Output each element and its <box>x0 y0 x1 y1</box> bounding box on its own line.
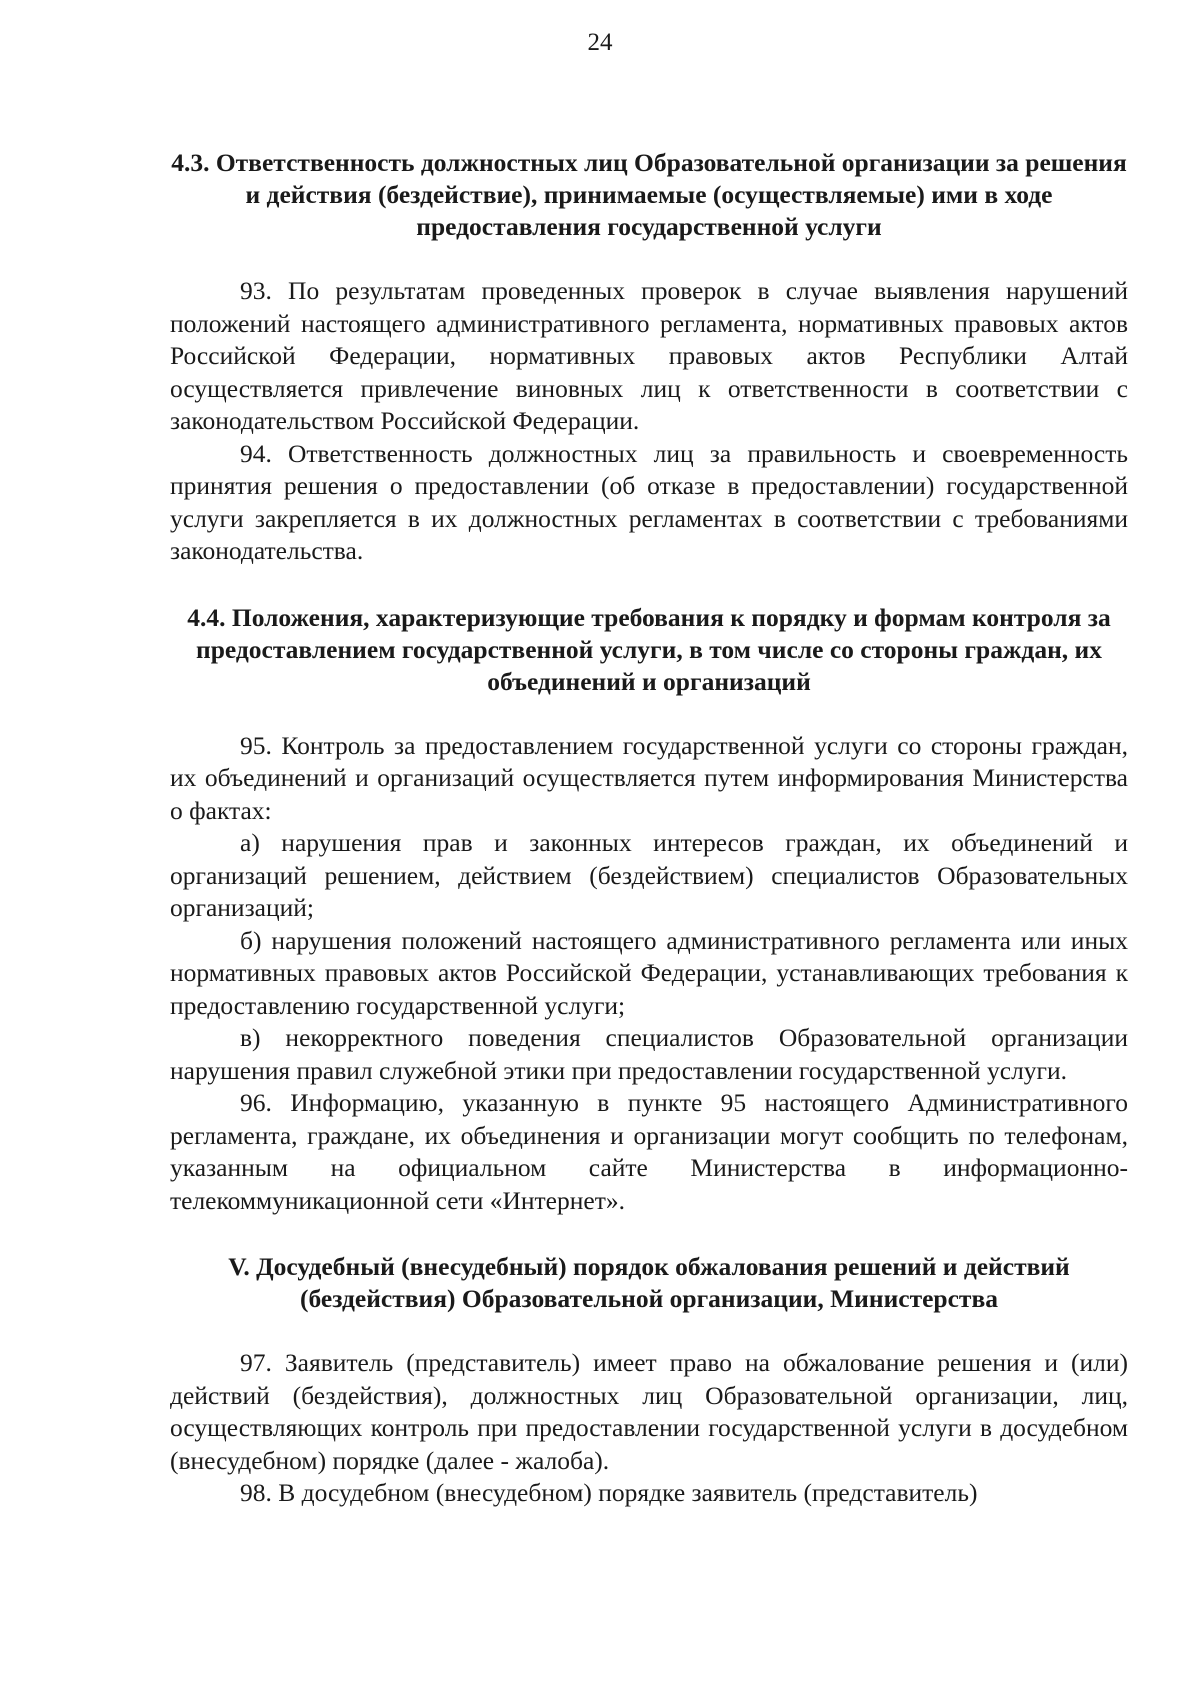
document-body <box>170 147 1128 1510</box>
section-heading: 4.3. Ответственность должностных лиц Образовательной организации за решения и действия (бездействие), принимаемые (осуществляемые) ими в ходе предоставления государственной услуги <box>171 148 1127 241</box>
paragraph-94: 94. Ответственность должностных лиц за правильность и своевременность принятия решения о предоставлении (об отказе в предоставлении) государственной услуги закрепляется в их должностных регламентах в соответствии с требованиями законодательства. <box>170 438 1128 565</box>
paragraph-95-a: а) нарушения прав и законных интересов граждан, их объединений и организаций решением, действием (бездействием) специалистов Образовательных организаций; <box>170 828 1128 922</box>
section-4-4 <box>170 602 1128 1218</box>
section-heading: 4.4. Положения, характеризующие требования к порядку и формам контроля за предоставлением государственной услуги, в том числе со стороны граждан, их объединений и организаций <box>187 602 1111 696</box>
page-number: 24 <box>587 29 613 56</box>
paragraph-95-v: в) некорректного поведения специалистов Образовательной организации нарушения правил служебной этики при предоставлении государственной услуги. <box>170 1023 1128 1085</box>
paragraph-95-b: б) нарушения положений настоящего административного регламента или иных нормативных правовых актов Российской Федерации, устанавливающих требования к предоставлению государственной услуги; <box>170 925 1128 1020</box>
section-heading: V. Досудебный (внесудебный) порядок обжалования решений и действий (бездействия) Образовательной организации, Министерства <box>228 1252 1070 1313</box>
paragraph-97: 97. Заявитель (представитель) имеет право на обжалование решения и (или) действий (бездействия), должностных лиц Образовательной организации, лиц, осуществляющих контроль при предоставлении государственной услуги в досудебном (внесудебном) порядке (далее - жалоба). <box>170 1348 1128 1475</box>
paragraph-93: 93. По результатам проведенных проверок в случае выявления нарушений положений настоящего административного регламента, нормативных правовых актов Российской Федерации, нормативных правовых актов Республики Алтай осуществляется привлечение виновных лиц к ответственности в соответствии с законодательством Российской Федерации. <box>170 276 1128 435</box>
paragraph-98: 98. В досудебном (внесудебном) порядке заявитель (представитель) <box>240 1478 978 1507</box>
section-4-3 <box>170 147 1128 568</box>
section-v <box>170 1251 1128 1510</box>
paragraph-96: 96. Информацию, указанную в пункте 95 настоящего Административного регламента, граждане, их объединения и организации могут сообщить по телефонам, указанным на официальном сайте Министерства в информационно-телекоммуникационной сети «Интернет». <box>170 1088 1128 1215</box>
paragraph-95: 95. Контроль за предоставлением государственной услуги со стороны граждан, их объединений и организаций осуществляется путем информирования Министерства о фактах: <box>170 730 1128 825</box>
